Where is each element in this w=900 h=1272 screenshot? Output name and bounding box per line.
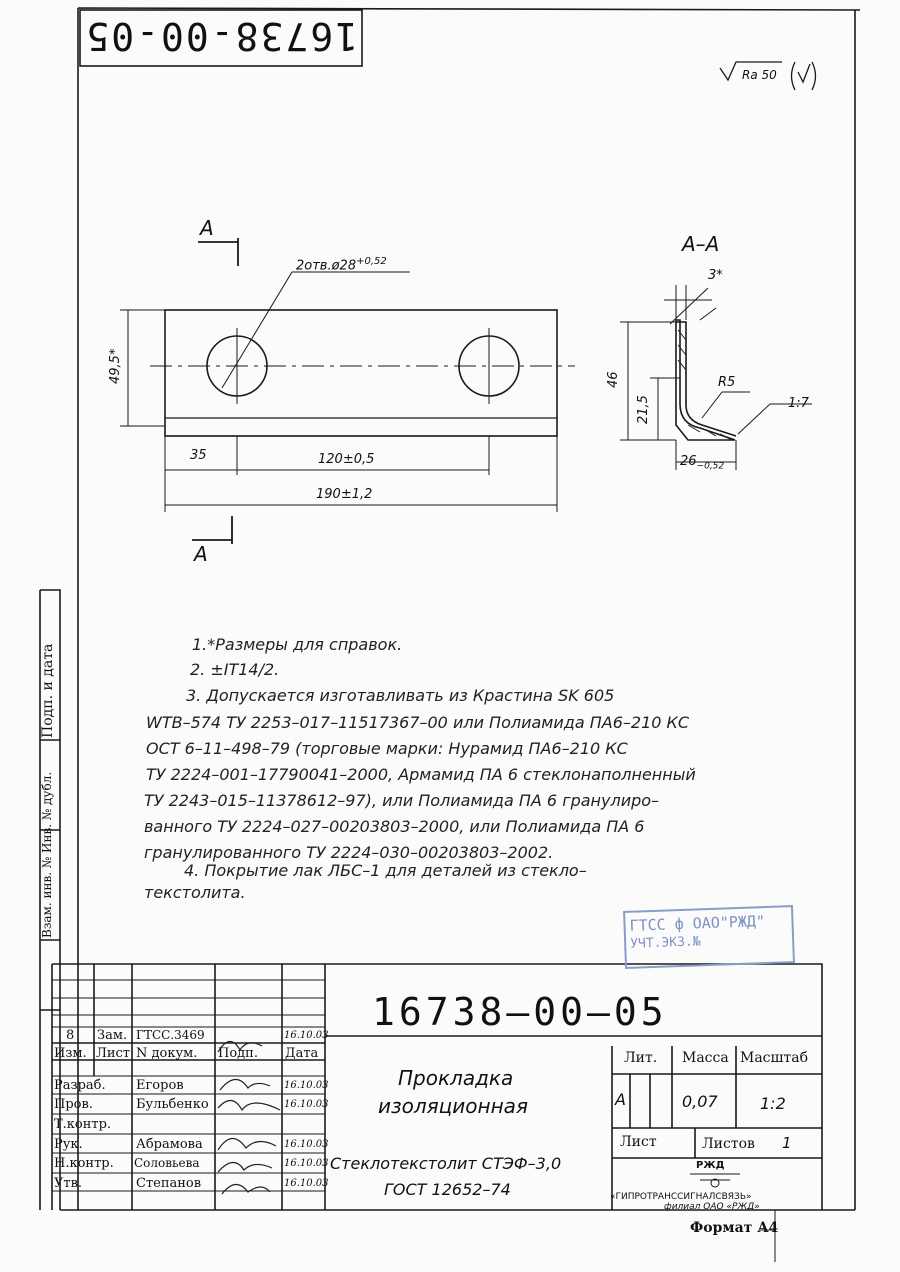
part-name-line-1: Прокладка bbox=[398, 1066, 514, 1090]
role-name: Абрамова bbox=[136, 1137, 203, 1152]
lit-value: А bbox=[615, 1090, 626, 1109]
rev-type: Зам. bbox=[97, 1028, 128, 1043]
role-name: Егоров bbox=[136, 1078, 184, 1093]
note-line: WTB–574 ТУ 2253–017–11517367–00 или Полиамида ПА6–210 КС bbox=[146, 713, 690, 732]
length-dimension: 190±1,2 bbox=[316, 487, 373, 502]
scale-label: Масштаб bbox=[740, 1050, 809, 1066]
mass-label: Масса bbox=[682, 1050, 729, 1066]
org-branch: филиал ОАО «РЖД» bbox=[664, 1202, 760, 1212]
stamp-line-1: ГТСС ф ОАО"РЖД" bbox=[629, 912, 766, 935]
role-label: Разраб. bbox=[54, 1078, 106, 1093]
registration-stamp bbox=[623, 905, 795, 969]
sheet-label: Лист bbox=[620, 1134, 657, 1150]
plan-view bbox=[150, 272, 575, 436]
hdr-sign: Подп. bbox=[218, 1046, 258, 1061]
plan-dimensions bbox=[120, 310, 557, 512]
rotated-drawing-number: 16738-00-05 bbox=[84, 14, 358, 58]
slope-dimension: 1:7 bbox=[788, 396, 809, 411]
note-line: ТУ 2224–001–17790041–2000, Армамид ПА 6 стеклонаполненный bbox=[146, 765, 696, 784]
note-line: ванного ТУ 2224–027–00203803–2000, или Полиамида ПА 6 bbox=[144, 817, 645, 836]
note-line: текстолита. bbox=[144, 883, 246, 902]
note-line: 1.*Размеры для справок. bbox=[192, 635, 403, 654]
material-line-1: Стеклотекстолит СТЭФ–3,0 bbox=[330, 1154, 562, 1173]
hole-spacing-dimension: 120±0,5 bbox=[318, 452, 375, 467]
rzd-logo-icon bbox=[690, 1174, 740, 1187]
section-view-title: A–A bbox=[682, 232, 720, 256]
section-marker-top bbox=[198, 238, 238, 266]
hdr-date: Дата bbox=[285, 1046, 319, 1061]
left-offset-dimension: 35 bbox=[190, 448, 207, 463]
base-width-dimension bbox=[680, 454, 724, 472]
rev-date: 16.10.03 bbox=[284, 1030, 329, 1041]
role-date: 16.10.03 bbox=[284, 1178, 329, 1189]
sheets-label: Листов bbox=[702, 1136, 755, 1152]
sheets-value: 1 bbox=[782, 1134, 792, 1152]
note-line: ОСТ 6–11–498–79 (торговые марки: Нурамид ПА6–210 КС bbox=[146, 739, 628, 758]
side-label-sign-date: Подп. и дата bbox=[40, 643, 56, 738]
note-line: 3. Допускается изготавливать из Крастина SK 605 bbox=[186, 686, 615, 705]
role-name: Степанов bbox=[136, 1176, 202, 1191]
role-label: Н.контр. bbox=[54, 1156, 114, 1171]
base-width-tol: −0,52 bbox=[696, 461, 725, 472]
hole-tolerance: +0,52 bbox=[356, 256, 387, 267]
role-date: 16.10.03 bbox=[284, 1099, 329, 1110]
hdr-list: Лист bbox=[96, 1046, 130, 1061]
hole-callout-text: 2отв.ø28 bbox=[296, 258, 357, 274]
designation: 16738–00–05 bbox=[372, 990, 668, 1034]
height-dimension: 49,5* bbox=[108, 348, 123, 384]
note-line: 2. ±IT14/2. bbox=[190, 660, 280, 679]
role-label: Утв. bbox=[54, 1176, 83, 1191]
role-date: 16.10.03 bbox=[284, 1158, 329, 1169]
note-line: гранулированного ТУ 2224–030–00203803–2002. bbox=[144, 843, 554, 862]
section-label-bottom: A bbox=[194, 542, 208, 566]
section-label-top: A bbox=[200, 216, 214, 240]
stamp-line-2: УЧТ.ЭКЗ.№ bbox=[629, 934, 701, 952]
hdr-doc: N докум. bbox=[136, 1046, 198, 1061]
base-width-value: 26 bbox=[680, 454, 697, 469]
role-label: Т.контр. bbox=[54, 1117, 112, 1132]
section-marker-bottom bbox=[192, 516, 232, 544]
role-date: 16.10.03 bbox=[284, 1139, 329, 1150]
signatures bbox=[218, 1041, 280, 1194]
material-line-2: ГОСТ 12652–74 bbox=[384, 1180, 511, 1199]
hole-callout bbox=[296, 256, 387, 273]
note-line: ТУ 2243–015–11378612–97), или Полиамида ПА 6 гранулиро– bbox=[144, 791, 660, 810]
role-date: 16.10.03 bbox=[284, 1080, 329, 1091]
section-height-dimension: 46 bbox=[606, 371, 621, 388]
role-label: Пров. bbox=[54, 1097, 93, 1112]
roughness-value: Ra 50 bbox=[742, 68, 777, 82]
role-label: Рук. bbox=[54, 1137, 83, 1152]
sheet-format: Формат А4 bbox=[690, 1220, 779, 1236]
lit-label: Лит. bbox=[624, 1050, 658, 1066]
mass-value: 0,07 bbox=[682, 1092, 718, 1111]
bend-height-dimension: 21,5 bbox=[636, 395, 651, 424]
role-name: Бульбенко bbox=[136, 1097, 209, 1112]
scale-value: 1:2 bbox=[760, 1094, 786, 1113]
rev-change-no: 8 bbox=[66, 1028, 75, 1043]
note-line: 4. Покрытие лак ЛБС–1 для деталей из стекло– bbox=[184, 861, 587, 880]
side-label-inventory: Взам. инв. № Инв. № дубл. bbox=[40, 771, 54, 938]
rev-doc: ГТСС.3469 bbox=[136, 1028, 205, 1042]
radius-dimension: R5 bbox=[718, 375, 736, 390]
org-logo-text: РЖД bbox=[696, 1160, 725, 1171]
section-dimensions bbox=[620, 285, 812, 470]
role-name: Соловьева bbox=[134, 1156, 200, 1170]
hdr-izm: Изм. bbox=[54, 1046, 87, 1061]
org-name: «ГИПРОТРАНССИГНАЛСВЯЗЬ» bbox=[610, 1192, 752, 1202]
part-name-line-2: изоляционная bbox=[378, 1094, 528, 1118]
thickness-dimension: 3* bbox=[708, 268, 723, 283]
